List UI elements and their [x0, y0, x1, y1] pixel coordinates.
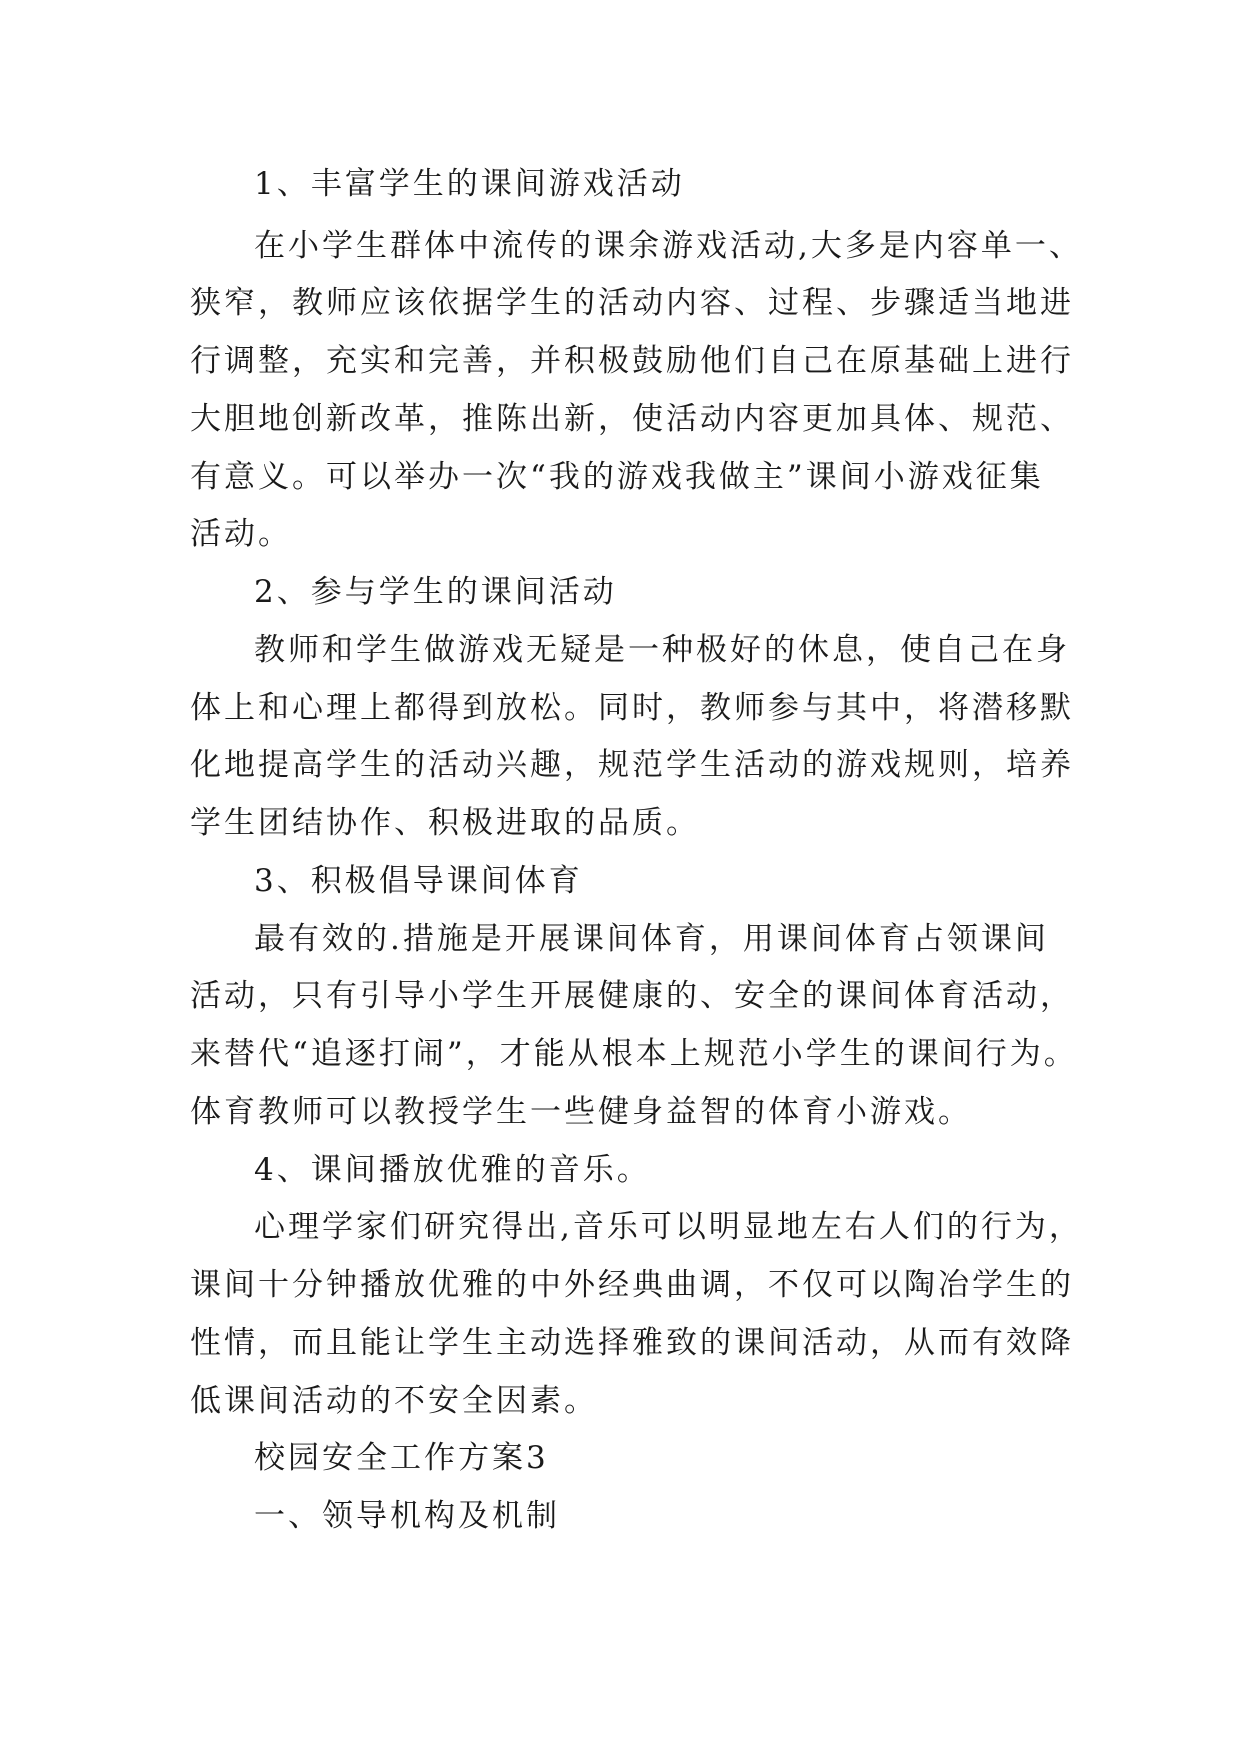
paragraph-line: 大胆地创新改革，推陈出新，使活动内容更加具体、规范、 — [190, 401, 1074, 437]
paragraph-line: 课间十分钟播放优雅的中外经典曲调，不仅可以陶冶学生的 — [190, 1267, 1074, 1303]
section-heading: 一、领导机构及机制 — [254, 1498, 560, 1534]
paragraph-line: 化地提高学生的活动兴趣，规范学生活动的游戏规则，培养 — [190, 747, 1074, 783]
heading-2: 2、参与学生的课间活动 — [254, 574, 617, 610]
heading-1: 1、丰富学生的课间游戏活动 — [254, 166, 685, 202]
paragraph-line: 狭窄，教师应该依据学生的活动内容、过程、步骤适当地进 — [190, 285, 1074, 321]
paragraph-line: 低课间活动的不安全因素。 — [190, 1383, 598, 1419]
paragraph-line: 心理学家们研究得出,音乐可以明显地左右人们的行为， — [254, 1209, 1083, 1245]
paragraph-line: 有意义。可以举办一次“我的游戏我做主”课间小游戏征集 — [190, 459, 1044, 495]
paragraph-line: 性情，而且能让学生主动选择雅致的课间活动，从而有效降 — [190, 1325, 1074, 1361]
paragraph-line: 学生团结协作、积极进取的品质。 — [190, 805, 700, 841]
paragraph-line: 体育教师可以教授学生一些健身益智的体育小游戏。 — [190, 1094, 972, 1130]
paragraph-line: 体上和心理上都得到放松。同时，教师参与其中，将潜移默 — [190, 690, 1074, 726]
paragraph-line: 教师和学生做游戏无疑是一种极好的休息，使自己在身 — [254, 632, 1070, 668]
paragraph-line: 活动，只有引导小学生开展健康的、安全的课间体育活动， — [190, 978, 1074, 1014]
paragraph-line: 活动。 — [190, 516, 292, 552]
paragraph-line: 行调整，充实和完善，并积极鼓励他们自己在原基础上进行 — [190, 343, 1074, 379]
heading-3: 3、积极倡导课间体育 — [254, 863, 583, 899]
section-title: 校园安全工作方案3 — [254, 1440, 549, 1476]
heading-4: 4、课间播放优雅的音乐。 — [254, 1152, 651, 1188]
paragraph-line: 最有效的.措施是开展课间体育，用课间体育占领课间 — [254, 921, 1049, 957]
paragraph-line: 来替代“追逐打闹”，才能从根本上规范小学生的课间行为。 — [190, 1036, 1078, 1072]
paragraph-line: 在小学生群体中流传的课余游戏活动,大多是内容单一、 — [254, 228, 1083, 264]
